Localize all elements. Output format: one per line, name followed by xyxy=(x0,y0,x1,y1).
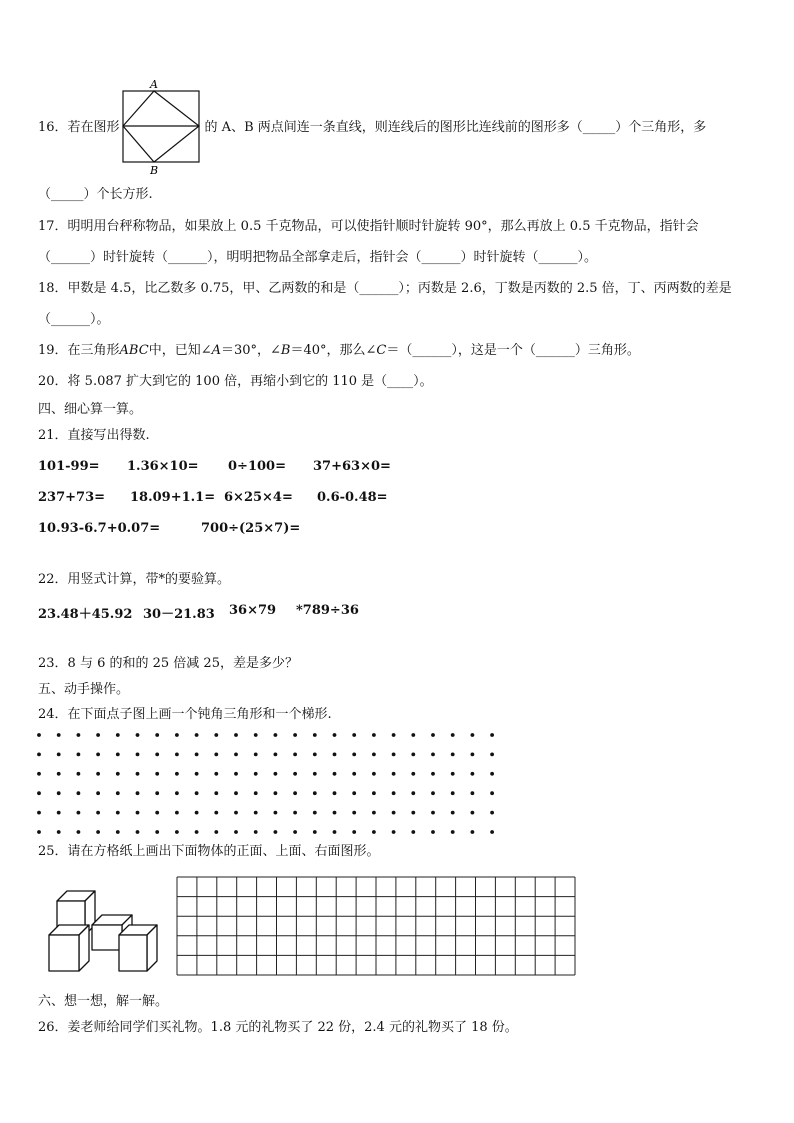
grid-dot[interactable] xyxy=(352,772,356,776)
calc-item: 1.36×10= xyxy=(127,459,199,474)
grid-dot[interactable] xyxy=(116,733,120,737)
grid-dot[interactable] xyxy=(313,830,317,834)
calc-item: 10.93-6.7+0.07= xyxy=(38,521,161,536)
grid-dot[interactable] xyxy=(254,733,258,737)
grid-dot[interactable] xyxy=(77,772,81,776)
grid-dot[interactable] xyxy=(195,830,199,834)
square-grid-paper[interactable] xyxy=(176,876,576,976)
grid-dot[interactable] xyxy=(431,733,435,737)
grid-dot[interactable] xyxy=(116,772,120,776)
section-5-heading: 五、动手操作。 xyxy=(38,682,130,697)
grid-dot[interactable] xyxy=(313,753,317,757)
grid-dot[interactable] xyxy=(490,772,494,776)
grid-dot[interactable] xyxy=(333,733,337,737)
grid-dot[interactable] xyxy=(411,753,415,757)
grid-dot[interactable] xyxy=(155,830,159,834)
calc-item: 18.09+1.1= xyxy=(130,490,216,505)
grid-dot[interactable] xyxy=(431,753,435,757)
grid-dot[interactable] xyxy=(57,811,61,815)
grid-dot[interactable] xyxy=(136,811,140,815)
grid-dot[interactable] xyxy=(451,772,455,776)
grid-dot[interactable] xyxy=(411,830,415,834)
grid-dot[interactable] xyxy=(471,772,475,776)
grid-dot[interactable] xyxy=(392,753,396,757)
grid-dot[interactable] xyxy=(37,830,41,834)
grid-dot[interactable] xyxy=(234,811,238,815)
grid-dot[interactable] xyxy=(155,791,159,795)
grid-dot[interactable] xyxy=(431,791,435,795)
grid-dot[interactable] xyxy=(195,811,199,815)
grid-dot[interactable] xyxy=(57,791,61,795)
calc-item: 6×25×4= xyxy=(224,490,293,505)
grid-dot[interactable] xyxy=(77,753,81,757)
grid-dot[interactable] xyxy=(471,753,475,757)
grid-dot[interactable] xyxy=(411,772,415,776)
grid-dot[interactable] xyxy=(234,772,238,776)
grid-dot[interactable] xyxy=(490,753,494,757)
q23-line: 23．8 与 6 的和的 25 倍减 25，差是多少？ xyxy=(38,656,298,671)
grid-dot[interactable] xyxy=(37,811,41,815)
q18-line1: 18．甲数是 4.5，比乙数多 0.75，甲、乙两数的和是（______）；丙数是 2.6，丁数是丙数的 2.5 倍，丁、丙两数的差是 xyxy=(38,281,732,296)
grid-dot[interactable] xyxy=(77,830,81,834)
grid-dot[interactable] xyxy=(116,830,120,834)
grid-dot[interactable] xyxy=(293,830,297,834)
grid-dot[interactable] xyxy=(96,791,100,795)
grid-dot[interactable] xyxy=(411,811,415,815)
grid-dot[interactable] xyxy=(175,753,179,757)
grid-dot[interactable] xyxy=(333,772,337,776)
q18-line2: （______）。 xyxy=(38,312,110,327)
grid-dot[interactable] xyxy=(195,753,199,757)
grid-dot[interactable] xyxy=(254,753,258,757)
grid-dot[interactable] xyxy=(490,791,494,795)
grid-dot[interactable] xyxy=(352,811,356,815)
grid-dot[interactable] xyxy=(352,830,356,834)
q17-line2: （______）时针旋转（______），明明把物品全部拿走后，指针会（______）时针旋转（______）。 xyxy=(38,250,598,265)
grid-dot[interactable] xyxy=(411,733,415,737)
grid-dot[interactable] xyxy=(254,830,258,834)
dot-grid[interactable] xyxy=(30,728,500,838)
grid-dot[interactable] xyxy=(136,772,140,776)
q19-mid3: ＝40°，那么∠ xyxy=(290,343,377,358)
q19-mid1: 中，已知∠ xyxy=(148,343,212,358)
grid-dot[interactable] xyxy=(372,753,376,757)
grid-dot[interactable] xyxy=(116,811,120,815)
grid-dot[interactable] xyxy=(293,772,297,776)
q19-b: B xyxy=(280,343,291,358)
q24-line: 24．在下面点子图上画一个钝角三角形和一个梯形. xyxy=(38,707,332,722)
q19-pre: 19．在三角形 xyxy=(38,343,120,358)
grid-dot[interactable] xyxy=(96,772,100,776)
grid-dot[interactable] xyxy=(392,772,396,776)
grid-dot[interactable] xyxy=(274,791,278,795)
grid-dot[interactable] xyxy=(57,830,61,834)
grid-dot[interactable] xyxy=(136,830,140,834)
grid-dot[interactable] xyxy=(274,733,278,737)
grid-dot[interactable] xyxy=(57,772,61,776)
q16-label-b: B xyxy=(150,164,159,177)
q19-line xyxy=(38,342,640,360)
q17-line1: 17．明明用台秤称物品，如果放上 0.5 千克物品，可以使指针顺时针旋转 90°，那么再放上 0.5 千克物品，指针会 xyxy=(38,219,699,234)
grid-dot[interactable] xyxy=(96,830,100,834)
grid-dot[interactable] xyxy=(57,733,61,737)
grid-dot[interactable] xyxy=(214,791,218,795)
grid-dot[interactable] xyxy=(392,811,396,815)
grid-dot[interactable] xyxy=(313,772,317,776)
grid-dot[interactable] xyxy=(116,791,120,795)
grid-dot[interactable] xyxy=(274,753,278,757)
q19-c: C xyxy=(376,343,387,358)
grid-dot[interactable] xyxy=(214,753,218,757)
grid-dot[interactable] xyxy=(392,733,396,737)
grid-dot[interactable] xyxy=(155,811,159,815)
grid-dot[interactable] xyxy=(274,811,278,815)
grid-dot[interactable] xyxy=(274,772,278,776)
q21-title: 21．直接写出得数. xyxy=(38,428,150,443)
q19-post: ＝（______），这是一个（______）三角形。 xyxy=(386,343,640,358)
grid-dot[interactable] xyxy=(451,830,455,834)
grid-dot[interactable] xyxy=(293,811,297,815)
grid-dot[interactable] xyxy=(431,830,435,834)
grid-dot[interactable] xyxy=(214,811,218,815)
grid-dot[interactable] xyxy=(411,791,415,795)
grid-dot[interactable] xyxy=(155,733,159,737)
grid-dot[interactable] xyxy=(234,733,238,737)
section-4-heading: 四、细心算一算。 xyxy=(38,402,143,417)
grid-dot[interactable] xyxy=(333,811,337,815)
grid-dot[interactable] xyxy=(175,791,179,795)
grid-dot[interactable] xyxy=(451,753,455,757)
grid-dot[interactable] xyxy=(372,830,376,834)
grid-dot[interactable] xyxy=(352,753,356,757)
grid-dot[interactable] xyxy=(136,753,140,757)
grid-dot[interactable] xyxy=(293,791,297,795)
grid-dot[interactable] xyxy=(490,811,494,815)
grid-dot[interactable] xyxy=(333,753,337,757)
grid-dot[interactable] xyxy=(490,733,494,737)
grid-dot[interactable] xyxy=(352,733,356,737)
grid-dot[interactable] xyxy=(471,830,475,834)
grid-dot[interactable] xyxy=(313,733,317,737)
grid-dot[interactable] xyxy=(195,733,199,737)
calc-item: 0÷100= xyxy=(228,459,286,474)
grid-dot[interactable] xyxy=(471,811,475,815)
grid-dot[interactable] xyxy=(451,733,455,737)
grid-dot[interactable] xyxy=(155,772,159,776)
q20-line: 20．将 5.087 扩大到它的 100 倍，再缩小到它的 110 是（____）。 xyxy=(38,374,433,389)
grid-dot[interactable] xyxy=(77,811,81,815)
grid-dot[interactable] xyxy=(136,791,140,795)
calc-item: 23.48＋45.92 xyxy=(38,607,133,622)
grid-dot[interactable] xyxy=(195,772,199,776)
grid-dot[interactable] xyxy=(234,830,238,834)
calc-item: 700÷(25×7)= xyxy=(201,521,301,536)
calc-item: 101-99= xyxy=(38,459,100,474)
grid-dot[interactable] xyxy=(96,753,100,757)
grid-dot[interactable] xyxy=(333,791,337,795)
q16-pre: 16．若在图形 xyxy=(38,120,120,135)
grid-dot[interactable] xyxy=(490,830,494,834)
grid-dot[interactable] xyxy=(175,772,179,776)
q19-a: A xyxy=(211,343,221,358)
q22-title: 22．用竖式计算，带*的要验算。 xyxy=(38,572,231,587)
grid-dot[interactable] xyxy=(155,753,159,757)
grid-dot[interactable] xyxy=(372,791,376,795)
grid-dot[interactable] xyxy=(37,772,41,776)
grid-dot[interactable] xyxy=(37,753,41,757)
grid-dot[interactable] xyxy=(77,733,81,737)
calc-item: 30－21.83 xyxy=(143,607,215,622)
grid-dot[interactable] xyxy=(175,830,179,834)
grid-dot[interactable] xyxy=(392,830,396,834)
calc-item: 0.6-0.48= xyxy=(317,490,388,505)
grid-dot[interactable] xyxy=(471,791,475,795)
grid-dot[interactable] xyxy=(136,733,140,737)
q16-label-a: A xyxy=(150,78,158,91)
calc-item: 37+63×0= xyxy=(313,459,391,474)
grid-dot[interactable] xyxy=(274,830,278,834)
calc-item: 237+73= xyxy=(38,490,106,505)
grid-dot[interactable] xyxy=(254,791,258,795)
calc-item: *789÷36 xyxy=(296,603,359,618)
q16-post: 的 A、B 两点间连一条直线，则连线后的图形比连线前的图形多（_____）个三角形，多 xyxy=(204,120,707,135)
calc-item: 36×79 xyxy=(229,603,277,618)
grid-dot[interactable] xyxy=(254,772,258,776)
grid-dot[interactable] xyxy=(372,811,376,815)
grid-dot[interactable] xyxy=(293,733,297,737)
grid-dot[interactable] xyxy=(451,791,455,795)
grid-dot[interactable] xyxy=(431,772,435,776)
grid-dot[interactable] xyxy=(234,753,238,757)
grid-dot[interactable] xyxy=(77,791,81,795)
grid-dot[interactable] xyxy=(96,811,100,815)
grid-dot[interactable] xyxy=(431,811,435,815)
grid-dot[interactable] xyxy=(116,753,120,757)
grid-dot[interactable] xyxy=(471,733,475,737)
q16-figure xyxy=(120,78,210,177)
grid-dot[interactable] xyxy=(175,733,179,737)
grid-dot[interactable] xyxy=(195,791,199,795)
grid-dot[interactable] xyxy=(214,733,218,737)
grid-dot[interactable] xyxy=(175,811,179,815)
grid-dot[interactable] xyxy=(57,753,61,757)
grid-dot[interactable] xyxy=(372,733,376,737)
grid-dot[interactable] xyxy=(372,772,376,776)
grid-dot[interactable] xyxy=(333,830,337,834)
q19-mid2: ＝30°，∠ xyxy=(220,343,281,358)
grid-dot[interactable] xyxy=(254,811,258,815)
grid-dot[interactable] xyxy=(392,791,396,795)
grid-dot[interactable] xyxy=(37,791,41,795)
q16-line2: （_____）个长方形. xyxy=(38,187,153,202)
q26-line: 26．姜老师给同学们买礼物。1.8 元的礼物买了 22 份，2.4 元的礼物买了 18 份。 xyxy=(38,1020,518,1035)
q19-abc: ABC xyxy=(119,343,149,358)
grid-dot[interactable] xyxy=(313,811,317,815)
section-6-heading: 六、想一想，解一解。 xyxy=(38,994,169,1009)
grid-dot[interactable] xyxy=(214,830,218,834)
grid-dot[interactable] xyxy=(234,791,238,795)
grid-dot[interactable] xyxy=(451,811,455,815)
grid-dot[interactable] xyxy=(293,753,297,757)
grid-dot[interactable] xyxy=(313,791,317,795)
cube-figure xyxy=(40,880,170,980)
grid-dot[interactable] xyxy=(37,733,41,737)
grid-dot[interactable] xyxy=(214,772,218,776)
q25-line: 25．请在方格纸上画出下面物体的正面、上面、右面图形。 xyxy=(38,844,380,859)
grid-dot[interactable] xyxy=(96,733,100,737)
grid-dot[interactable] xyxy=(352,791,356,795)
